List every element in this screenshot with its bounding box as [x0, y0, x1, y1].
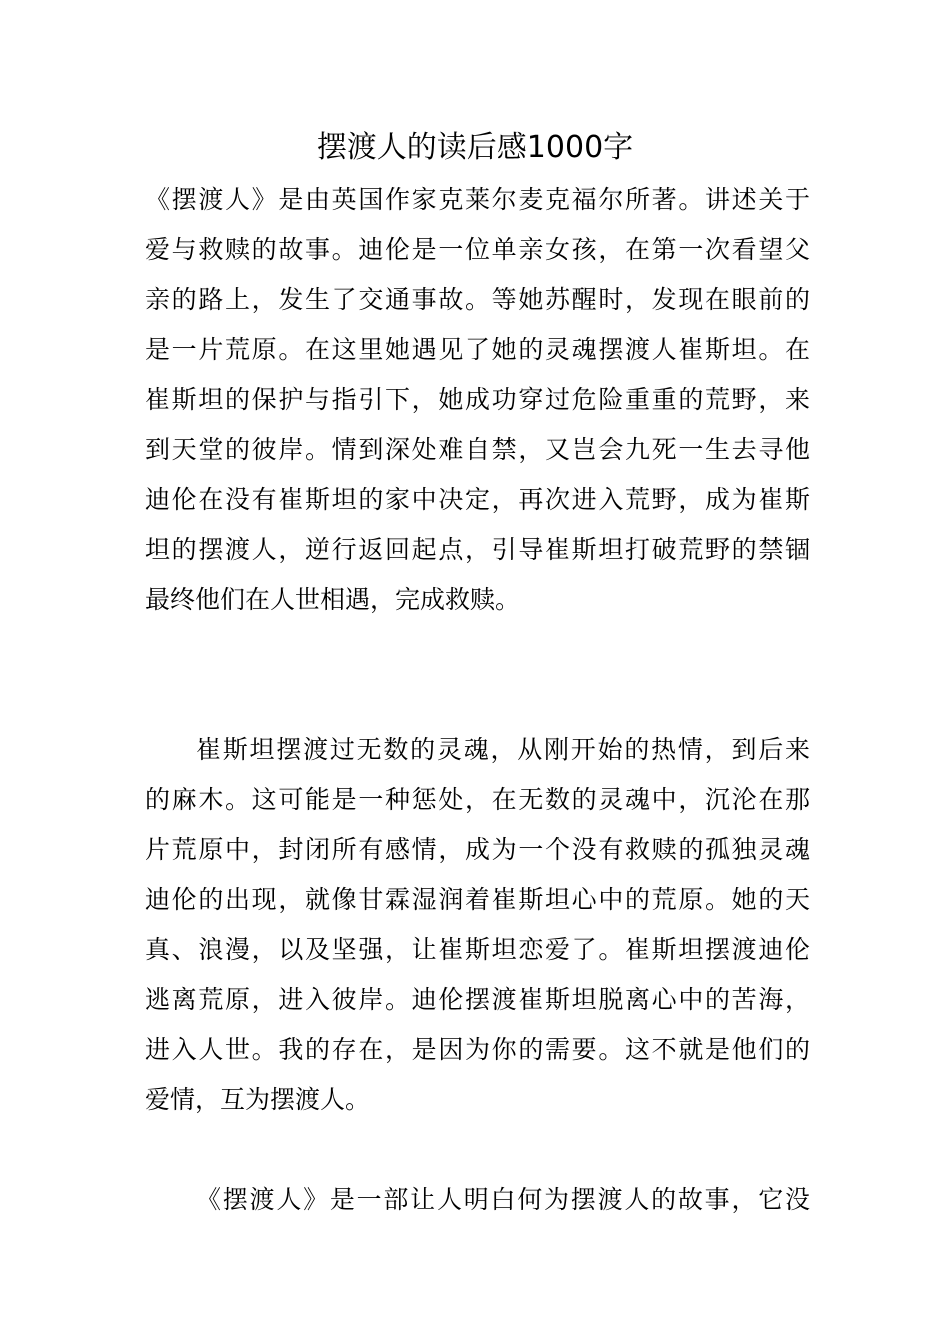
text-line: 亲的路上，发生了交通事故。等她苏醒时，发现在眼前的	[145, 285, 810, 314]
text-line: 逃离荒原，进入彼岸。迪伦摆渡崔斯坦脱离心中的苦海，	[145, 985, 810, 1014]
text-line: 到天堂的彼岸。情到深处难自禁，又岂会九死一生去寻他	[145, 435, 810, 464]
text-line: 迪伦在没有崔斯坦的家中决定，再次进入荒野，成为崔斯	[145, 485, 810, 514]
text-line: 是一片荒原。在这里她遇见了她的灵魂摆渡人崔斯坦。在	[145, 335, 810, 364]
text-line: 崔斯坦的保护与指引下，她成功穿过危险重重的荒野，来	[145, 385, 810, 414]
text-line: 《摆渡人》是一部让人明白何为摆渡人的故事，它没	[196, 1185, 810, 1214]
document-title: 摆渡人的读后感1000字	[316, 130, 634, 165]
text-line: 《摆渡人》是由英国作家克莱尔麦克福尔所著。讲述关于	[145, 185, 810, 214]
text-line: 最终他们在人世相遇，完成救赎。	[145, 585, 521, 614]
text-line: 崔斯坦摆渡过无数的灵魂，从刚开始的热情，到后来	[196, 735, 810, 764]
text-line: 坦的摆渡人，逆行返回起点，引导崔斯坦打破荒野的禁锢	[145, 535, 810, 564]
text-line: 进入人世。我的存在，是因为你的需要。这不就是他们的	[145, 1035, 810, 1064]
text-line: 真、浪漫，以及坚强，让崔斯坦恋爱了。崔斯坦摆渡迪伦	[145, 935, 810, 964]
text-line: 的麻木。这可能是一种惩处，在无数的灵魂中，沉沦在那	[145, 785, 810, 814]
text-line: 爱情，互为摆渡人。	[145, 1085, 371, 1114]
text-line: 爱与救赎的故事。迪伦是一位单亲女孩，在第一次看望父	[145, 235, 810, 264]
text-line: 片荒原中，封闭所有感情，成为一个没有救赎的孤独灵魂	[145, 835, 810, 864]
text-line: 迪伦的出现，就像甘霖湿润着崔斯坦心中的荒原。她的天	[145, 885, 810, 914]
